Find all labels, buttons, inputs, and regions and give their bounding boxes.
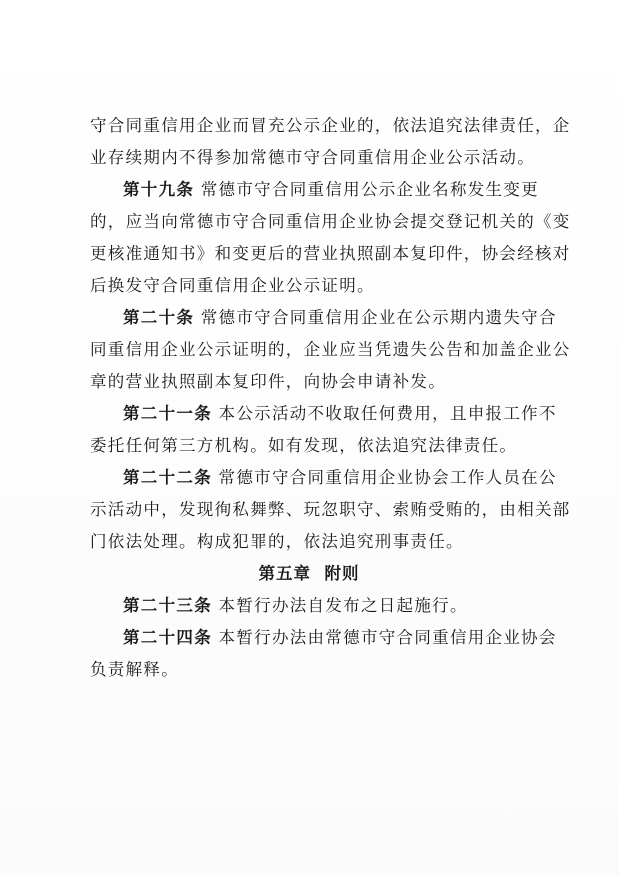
article-20-title: 第二十条 (123, 308, 195, 327)
article-21-text: 本公示活动不收取任何费用，且申报工作不 (218, 404, 557, 423)
article-23-text: 本暂行办法自发布之日起施行。 (218, 596, 468, 615)
article-23-line (123, 594, 528, 618)
paragraph-line: 同重信用企业公示证明的，企业应当凭遗失公告和加盖企业公 (90, 340, 571, 359)
article-22-line (123, 466, 557, 490)
paragraph-line: 门依法处理。构成犯罪的，依法追究刑事责任。 (90, 532, 464, 551)
article-24-text: 本暂行办法由常德市守合同重信用企业协会 (218, 628, 557, 647)
paragraph-line: 委托任何第三方机构。如有发现，依法追究法律责任。 (90, 436, 518, 455)
paragraph-line: 的，应当向常德市守合同重信用企业协会提交登记机关的《变 (90, 212, 571, 231)
paragraph-line: 更核准通知书》和变更后的营业执照副本复印件，协会经核对 (90, 244, 571, 263)
paragraph-line: 示活动中，发现徇私舞弊、玩忽职守、索贿受贿的，由相关部 (90, 500, 571, 519)
article-24-title: 第二十四条 (123, 628, 212, 647)
article-22-text: 常德市守合同重信用企业协会工作人员在公 (218, 468, 557, 487)
article-23-title: 第二十三条 (123, 596, 212, 615)
paragraph-line: 负责解释。 (90, 660, 179, 679)
article-20-text: 常德市守合同重信用企业在公示期内遗失守合 (200, 308, 557, 327)
article-19-text: 常德市守合同重信用公示企业名称发生变更 (200, 180, 539, 199)
article-21-line (123, 402, 557, 426)
article-24-line (123, 626, 557, 650)
paragraph-line: 守合同重信用企业而冒充公示企业的，依法追究法律责任，企 (90, 116, 571, 135)
article-21-title: 第二十一条 (123, 404, 212, 423)
chapter-heading: 第五章 附则 (258, 564, 360, 583)
article-20-line (123, 306, 557, 330)
paragraph-line: 业存续期内不得参加常德市守合同重信用企业公示活动。 (90, 148, 535, 167)
paragraph-line: 章的营业执照副本复印件，向协会申请补发。 (90, 372, 446, 391)
paragraph-line: 后换发守合同重信用企业公示证明。 (90, 276, 375, 295)
article-19-line (123, 178, 539, 202)
article-22-title: 第二十二条 (123, 468, 212, 487)
article-19-title: 第十九条 (123, 180, 195, 199)
